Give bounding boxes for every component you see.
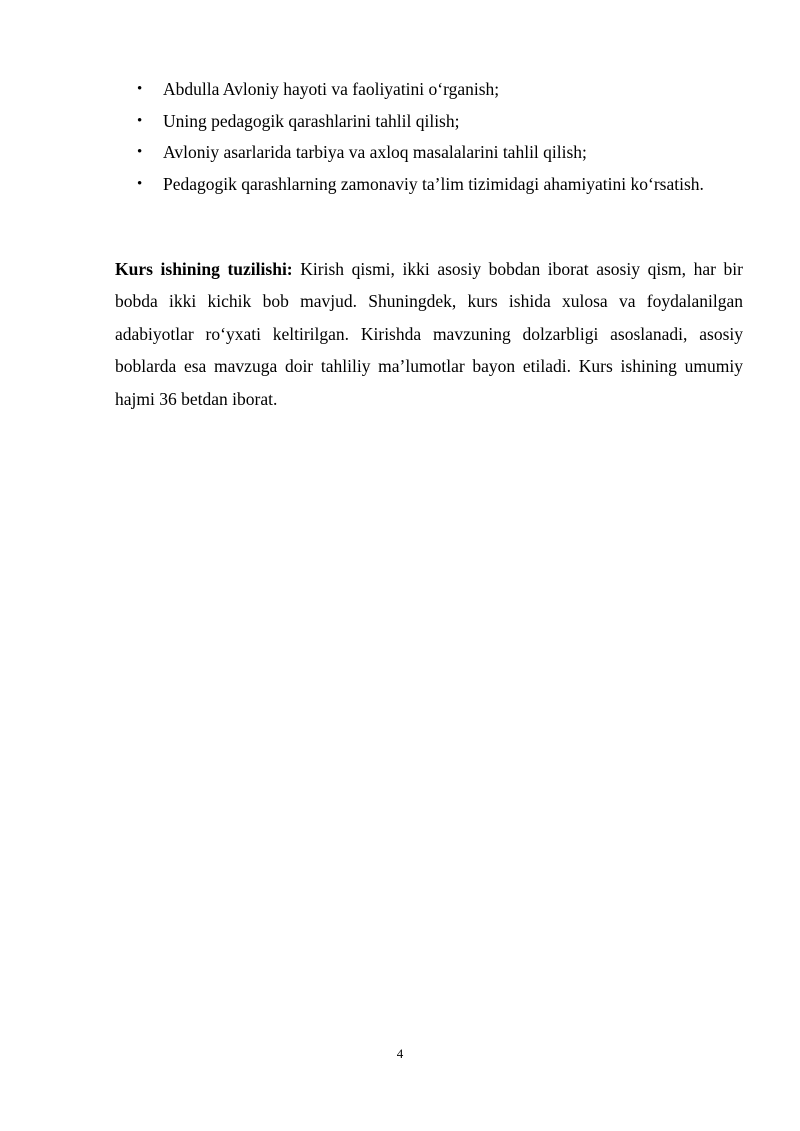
list-item	[115, 137, 743, 169]
list-item-text: Abdulla Avloniy hayoti va faoliyatini o‘rganish;	[163, 79, 500, 99]
list-item-text: Uning pedagogik qarashlarini tahlil qilish;	[163, 110, 460, 131]
list-item-text: Pedagogik qarashlarning zamonaviy ta’lim tizimidagi ahamiyatini ko‘rsatish.	[163, 173, 704, 194]
bullet-icon: •	[137, 81, 143, 97]
bullet-icon: •	[137, 112, 143, 129]
list-item	[115, 106, 743, 138]
paragraph-lead: Kurs ishining tuzilishi:	[115, 259, 293, 279]
paragraph-body: Kirish qismi, ikki asosiy bobdan iborat asosiy qism, har bir bobda ikki kichik bob mavjud. Shuningdek, kurs ishida xulosa va foydalanilgan adabiyotlar ro‘yxati keltirilgan. Kirishda mavzuning dolzarbligi asoslanadi, asosiy boblarda esa mavzuga doir tahliliy ma’lumotlar bayon etiladi. Kurs ishining umumiy hajmi 36 betdan iborat.	[115, 259, 743, 409]
list-item-text: Avloniy asarlarida tarbiya va axloq masalalarini tahlil qilish;	[163, 142, 587, 162]
list-item	[115, 169, 743, 201]
objectives-list	[115, 74, 743, 200]
structure-paragraph	[115, 253, 743, 415]
list-item	[115, 74, 743, 106]
bullet-icon: •	[137, 144, 143, 160]
bullet-icon: •	[137, 175, 143, 192]
page-number: 4	[396, 1046, 404, 1061]
